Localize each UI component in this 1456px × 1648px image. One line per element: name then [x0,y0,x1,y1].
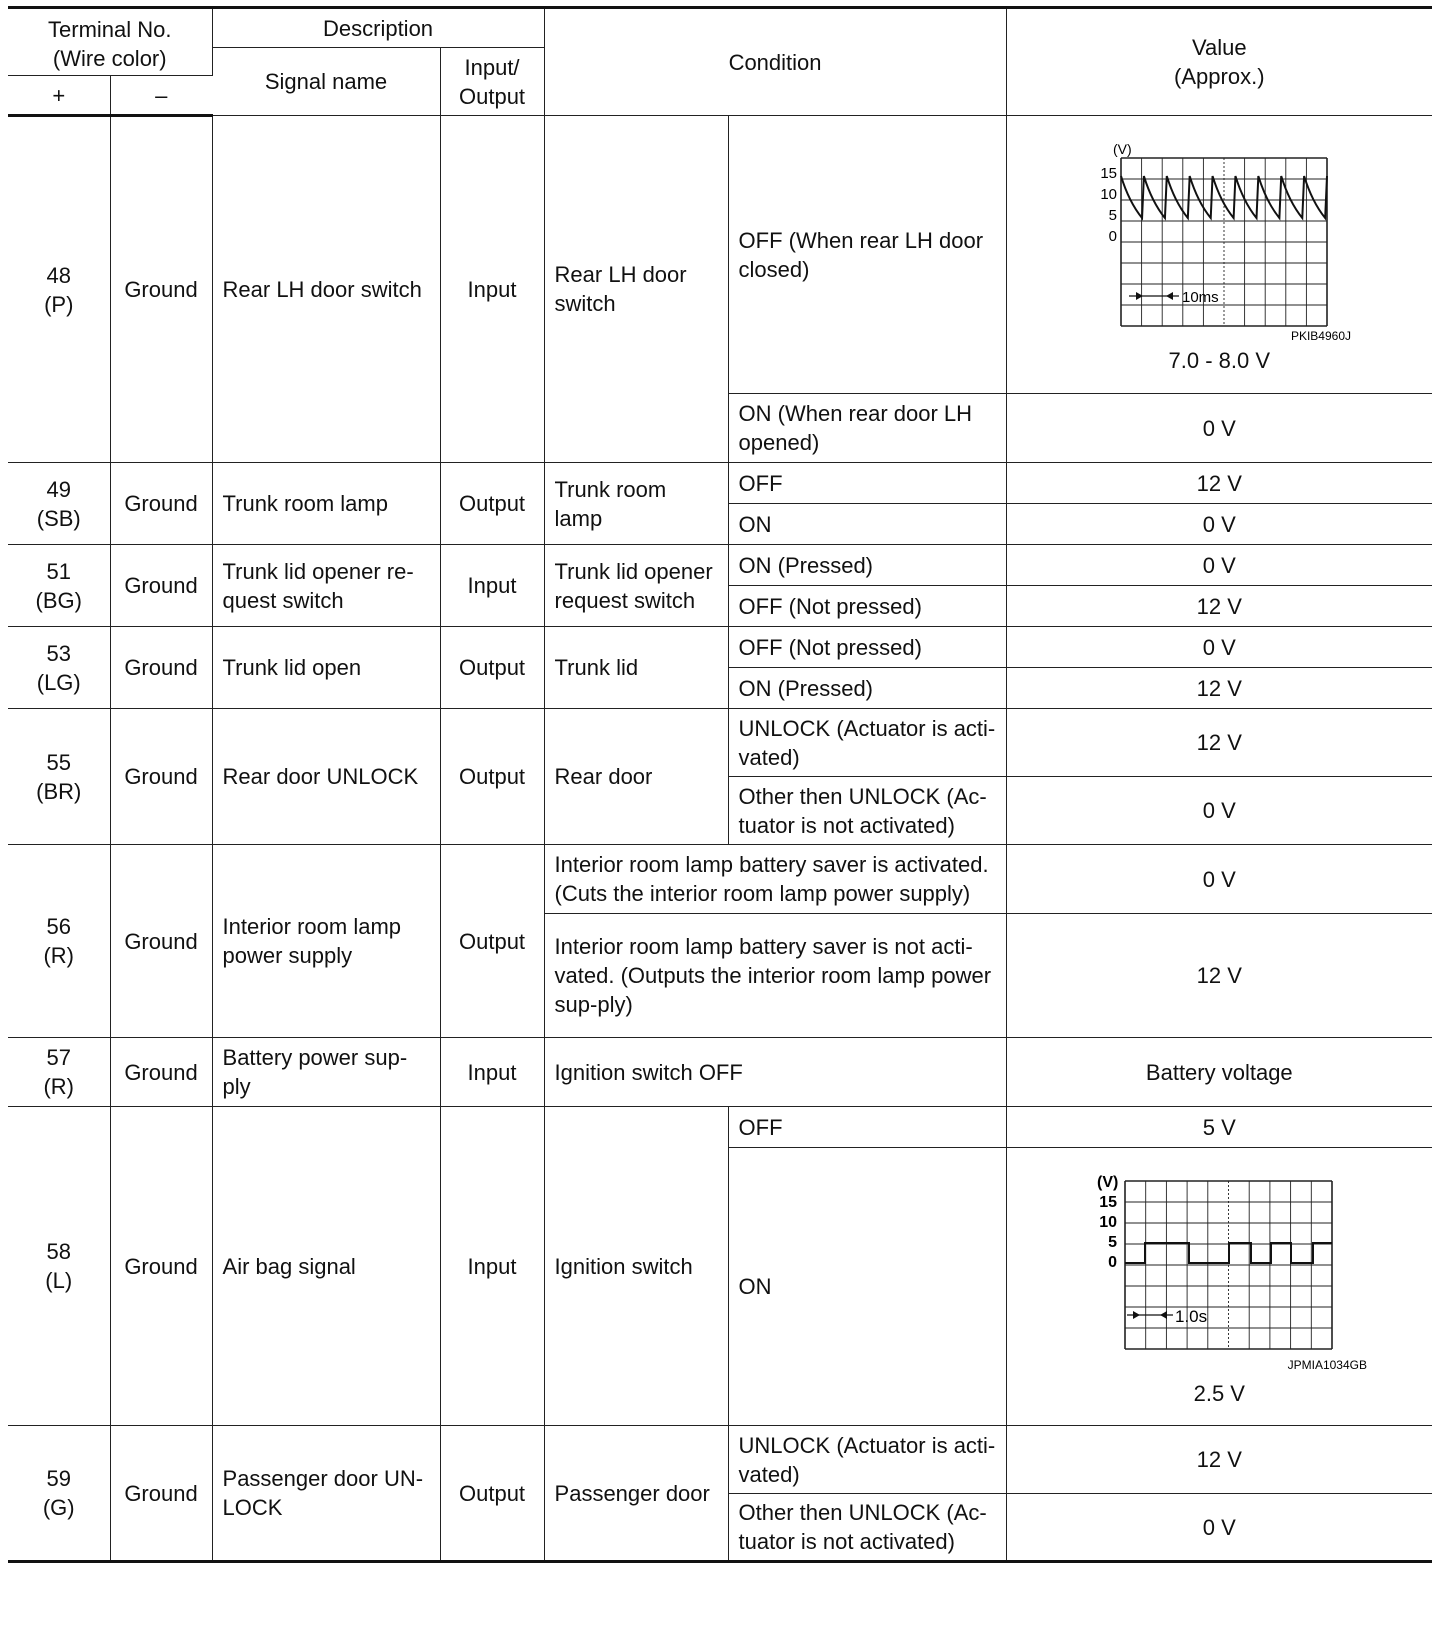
wire-color: (P) [44,291,74,317]
terminal-number: 55 [46,749,71,775]
value-cell: 0 V [1006,627,1432,668]
signal-name-cell: Trunk lid open [212,627,440,709]
condition-cell: Trunk room lamp [544,463,728,545]
terminal-table-sheet [8,6,1432,1642]
header-minus: – [110,76,212,116]
waveform-block [1007,1165,1433,1408]
waveform-trace [1125,1243,1332,1263]
waveform-y-tick: 0 [1108,228,1118,245]
io-cell: Output [440,627,544,709]
terminal-spec-table [8,6,1432,1563]
wire-color: (L) [45,1268,73,1293]
ground-cell: Ground [110,116,212,463]
sub-condition-cell: OFF (When rear LH door closed) [728,116,1006,394]
signal-name-cell: Rear door UNLOCK [212,709,440,845]
condition-cell: Interior room lamp battery saver is activated. (Cuts the interior room lamp power supply) [544,845,1006,914]
waveform-y-tick: 0 [1108,1254,1118,1271]
condition-cell: Passenger door [544,1426,728,1562]
terminal-number: 49 [46,476,71,502]
value-cell: Battery voltage [1006,1038,1432,1107]
io-cell: Output [440,463,544,545]
terminal-cell [8,116,110,463]
header-plus: + [8,76,110,116]
io-cell: Input [440,545,544,627]
ground-cell: Ground [110,1038,212,1107]
wire-color: (R) [43,943,75,968]
terminal-number: 58 [46,1239,71,1264]
value-cell: 12 V [1006,463,1432,504]
figure-id-label: JPMIA1034GB [1287,1358,1368,1372]
header-input-output [440,48,544,116]
value-cell [1006,1148,1432,1426]
ground-cell: Ground [110,1107,212,1426]
header-terminal-no-label: Terminal No. [48,17,172,42]
sub-condition-cell: OFF (Not pressed) [728,627,1006,668]
terminal-cell [8,845,110,1038]
ground-cell: Ground [110,845,212,1038]
table-row [8,545,1432,586]
figure-id-label: PKIB4960J [1291,329,1352,343]
signal-name-cell: Battery power sup-ply [212,1038,440,1107]
terminal-cell [8,1426,110,1562]
signal-name-cell: Rear LH door switch [212,116,440,463]
header-signal-name: Signal name [212,48,440,116]
value-text: 7.0 - 8.0 V [1168,348,1271,373]
sub-condition-cell: OFF [728,1107,1006,1148]
value-cell: 0 V [1006,504,1432,545]
table-row [8,627,1432,668]
table-row [8,1038,1432,1107]
header-condition: Condition [544,8,1006,116]
io-cell: Output [440,1426,544,1562]
table-row [8,845,1432,914]
header-wire-color-label: (Wire color) [52,46,167,71]
io-cell: Input [440,1107,544,1426]
terminal-number: 51 [46,558,71,584]
value-cell: 12 V [1006,914,1432,1038]
header-description: Description [212,8,544,48]
terminal-cell [8,1038,110,1107]
ground-cell: Ground [110,545,212,627]
header-io-line1: Input/ [464,54,520,80]
condition-cell: Trunk lid opener request switch [544,545,728,627]
waveform-y-tick: 15 [1099,1194,1118,1211]
sub-condition-cell: OFF [728,463,1006,504]
table-row [8,709,1432,777]
sub-condition-cell: ON (Pressed) [728,668,1006,709]
terminal-number: 57 [46,1045,71,1070]
wire-color: (SB) [36,505,81,531]
value-cell [1006,116,1432,394]
waveform-jpmia1034gb [1069,1165,1369,1377]
condition-cell: Trunk lid [544,627,728,709]
waveform-y-unit: (V) [1113,141,1132,157]
signal-name-cell: Passenger door UN-LOCK [212,1426,440,1562]
sub-condition-cell: ON (When rear door LH opened) [728,394,1006,463]
time-scale-marker [1129,292,1179,300]
wire-color: (BR) [36,778,82,804]
io-cell: Output [440,845,544,1038]
sub-condition-cell: UNLOCK (Actuator is acti-vated) [728,709,1006,777]
value-text: 2.5 V [1193,1381,1245,1406]
terminal-cell [8,545,110,627]
signal-name-cell: Trunk room lamp [212,463,440,545]
value-cell: 0 V [1006,545,1432,586]
sub-condition-cell: ON [728,1148,1006,1426]
signal-name-cell: Trunk lid opener re-quest switch [212,545,440,627]
value-cell: 5 V [1006,1107,1432,1148]
value-cell: 0 V [1006,845,1432,914]
header-io-line2: Output [459,83,526,109]
header-value [1006,8,1432,116]
wire-color: (G) [42,1495,75,1520]
time-scale-marker [1127,1311,1173,1319]
condition-cell: Ignition switch OFF [544,1038,1006,1107]
value-cell: 0 V [1006,394,1432,463]
sub-condition-cell: Other then UNLOCK (Ac-tuator is not activated) [728,1494,1006,1562]
table-row [8,463,1432,504]
ground-cell: Ground [110,709,212,845]
io-cell: Input [440,116,544,463]
value-cell: 12 V [1006,1426,1432,1494]
waveform-y-tick: 10 [1099,1214,1118,1231]
waveform-y-tick: 5 [1108,1234,1118,1251]
terminal-cell [8,709,110,845]
condition-cell: Ignition switch [544,1107,728,1426]
value-cell: 12 V [1006,709,1432,777]
io-cell: Input [440,1038,544,1107]
sub-condition-cell: ON (Pressed) [728,545,1006,586]
value-cell: 12 V [1006,586,1432,627]
terminal-cell [8,627,110,709]
header-value-line1: Value [1191,35,1247,60]
waveform-time-label: 1.0s [1175,1307,1208,1326]
condition-cell: Interior room lamp battery saver is not acti-vated. (Outputs the interior room lamp power sup-ply) [544,914,1006,1038]
io-cell: Output [440,709,544,845]
signal-name-cell: Air bag signal [212,1107,440,1426]
terminal-number: 53 [46,640,71,666]
wire-color: (BG) [35,587,82,613]
sub-condition-cell: ON [728,504,1006,545]
wire-color: (LG) [36,669,81,695]
table-row [8,116,1432,394]
waveform-y-tick: 15 [1100,165,1118,182]
ground-cell: Ground [110,1426,212,1562]
waveform-time-label: 10ms [1182,289,1219,306]
waveform-pkib4960j [1079,134,1359,344]
header-terminal-no [8,8,212,76]
condition-cell: Rear LH door switch [544,116,728,463]
sub-condition-cell: OFF (Not pressed) [728,586,1006,627]
terminal-cell [8,463,110,545]
terminal-number: 56 [46,914,71,939]
terminal-number: 48 [46,262,71,288]
value-cell: 12 V [1006,668,1432,709]
terminal-number: 59 [46,1466,71,1491]
wire-color: (R) [43,1074,75,1099]
waveform-y-tick: 5 [1108,207,1118,224]
value-cell: 0 V [1006,777,1432,845]
value-cell: 0 V [1006,1494,1432,1562]
waveform-y-tick: 10 [1100,186,1118,203]
condition-cell: Rear door [544,709,728,845]
waveform-block [1007,134,1433,375]
table-row [8,1426,1432,1494]
ground-cell: Ground [110,463,212,545]
sub-condition-cell: UNLOCK (Actuator is acti-vated) [728,1426,1006,1494]
ground-cell: Ground [110,627,212,709]
signal-name-cell: Interior room lamp power supply [212,845,440,1038]
sub-condition-cell: Other then UNLOCK (Ac-tuator is not activated) [728,777,1006,845]
waveform-y-unit: (V) [1097,1174,1119,1191]
table-row [8,1107,1432,1148]
header-value-line2: (Approx.) [1174,64,1265,89]
terminal-cell [8,1107,110,1426]
